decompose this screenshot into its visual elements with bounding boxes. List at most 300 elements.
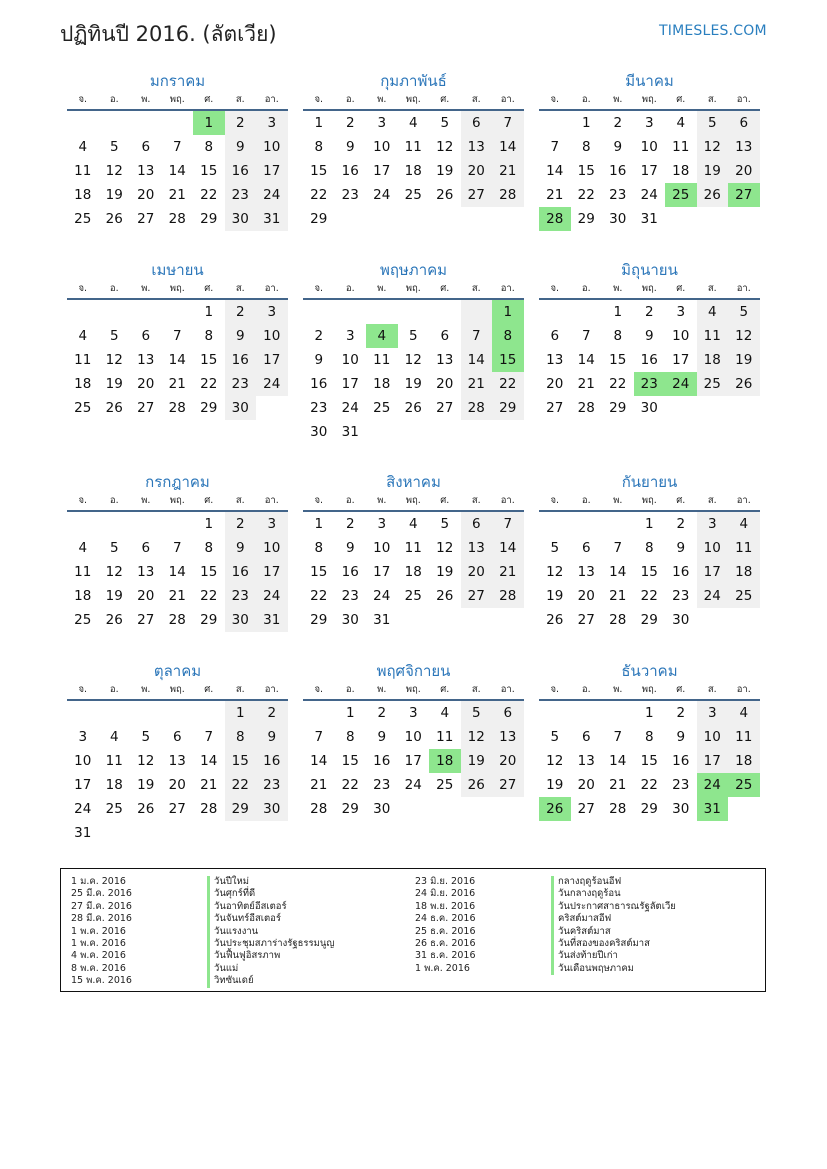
day-cell: 6 [172,729,182,745]
day-cell: 24 [256,584,288,608]
day-cell: 23 [373,777,391,793]
empty-cell [461,300,493,324]
day-cell: 30 [310,424,328,440]
day-cell: 10 [256,135,288,159]
day-cell: 19 [105,376,123,392]
month-calendar [303,260,524,444]
month-grid [67,280,288,420]
day-cell: 19 [436,564,454,580]
holiday-name: วันศุกร์ที่ดี [207,888,334,900]
day-cell: 26 [728,372,760,396]
day-cell: 28 [200,801,218,817]
day-cell: 25 [404,588,422,604]
empty-cell [461,207,493,231]
empty-cell [697,608,729,632]
holiday-name: วันปีใหม่ [207,876,334,888]
weekday-header: จ. [539,91,571,111]
day-cell: 19 [436,163,454,179]
day-cell: 25 [436,777,454,793]
empty-cell [256,396,288,420]
month-grid [303,492,524,632]
day-cell: 28 [461,396,493,420]
day-cell: 11 [74,352,92,368]
weekday-header: พ. [602,681,634,701]
day-cell: 5 [728,300,760,324]
day-cell: 31 [640,211,658,227]
day-cell: 22 [200,588,218,604]
day-cell: 3 [256,512,288,536]
day-cell: 24 [373,187,391,203]
day-cell: 4 [366,324,398,348]
day-cell: 25 [697,372,729,396]
day-cell: 27 [461,584,493,608]
day-cell: 24 [697,584,729,608]
weekday-header: ศ. [665,492,697,512]
weekday-header: ส. [697,91,729,111]
weekday-header: จ. [67,280,99,300]
weekday-header: ส. [697,280,729,300]
day-cell: 20 [728,159,760,183]
day-cell: 28 [310,801,328,817]
day-cell: 17 [256,159,288,183]
empty-cell [461,420,493,444]
day-cell: 1 [644,516,654,532]
weekday-header: ศ. [429,492,461,512]
day-cell: 14 [461,348,493,372]
day-cell: 2 [256,701,288,725]
holiday-name: วันจันทร์อีสเตอร์ [207,913,334,925]
day-cell: 21 [168,187,186,203]
day-cell: 26 [436,187,454,203]
weekday-header: อ. [99,492,131,512]
day-cell: 15 [225,749,257,773]
day-cell: 13 [461,135,493,159]
day-cell: 9 [225,135,257,159]
day-cell: 16 [310,376,328,392]
day-cell: 11 [404,540,422,556]
weekday-header: พฤ. [634,91,666,111]
day-cell: 20 [137,588,155,604]
day-cell: 15 [577,163,595,179]
day-cell: 28 [168,612,186,628]
day-cell: 2 [225,512,257,536]
day-cell: 21 [492,159,524,183]
month-grid [67,91,288,231]
day-cell: 5 [550,729,560,745]
day-cell: 13 [577,753,595,769]
empty-cell [571,701,603,725]
day-cell: 18 [404,564,422,580]
day-cell: 20 [137,376,155,392]
day-cell: 1 [314,115,324,131]
empty-cell [99,300,131,324]
day-cell: 5 [440,516,450,532]
holiday-date: 26 ธ.ค. 2016 [415,938,476,950]
empty-cell [398,207,430,231]
day-cell: 17 [256,348,288,372]
month-calendar [67,661,288,845]
day-cell: 29 [200,612,218,628]
empty-cell [602,701,634,725]
day-cell: 22 [640,777,658,793]
holiday-date: 8 พ.ค. 2016 [71,962,126,974]
day-cell: 17 [640,163,658,179]
day-cell: 14 [609,564,627,580]
day-cell: 21 [492,560,524,584]
month-calendar [539,260,760,420]
day-cell: 18 [697,348,729,372]
weekday-header: ศ. [193,681,225,701]
day-cell: 4 [408,115,418,131]
day-cell: 23 [225,584,257,608]
day-cell: 26 [546,612,564,628]
holiday-date: 4 พ.ค. 2016 [71,950,126,962]
holiday-date: 1 ม.ค. 2016 [71,876,126,887]
day-cell: 11 [436,729,454,745]
holiday-date: 25 ธ.ค. 2016 [415,925,476,937]
weekday-header: ศ. [429,681,461,701]
empty-cell [539,111,571,135]
day-cell: 18 [728,560,760,584]
day-cell: 9 [345,540,355,556]
month-calendar [539,71,760,231]
month-name: พฤษภาคม [379,261,448,279]
empty-cell [162,821,194,845]
empty-cell [665,207,697,231]
day-cell: 19 [546,777,564,793]
legend-names-col1 [207,876,334,988]
empty-cell [67,111,99,135]
weekday-header: อา. [492,280,524,300]
weekday-header: อ. [335,91,367,111]
weekday-header: ส. [697,681,729,701]
day-cell: 27 [546,400,564,416]
weekday-header: อ. [99,681,131,701]
day-cell: 24 [404,777,422,793]
month-calendar [67,472,288,632]
day-cell: 4 [676,115,686,131]
weekday-header: ศ. [665,681,697,701]
day-cell: 25 [728,584,760,608]
empty-cell [665,396,697,420]
day-cell: 15 [310,163,328,179]
weekday-header: จ. [303,681,335,701]
day-cell: 28 [609,612,627,628]
day-cell: 7 [172,139,182,155]
holiday-date: 15 พ.ค. 2016 [71,975,132,987]
day-cell: 23 [256,773,288,797]
weekday-header: ส. [225,91,257,111]
day-cell: 17 [256,560,288,584]
day-cell: 27 [137,211,155,227]
empty-cell [99,111,131,135]
weekday-header: พฤ. [162,280,194,300]
day-cell: 5 [109,139,119,155]
weekday-header: จ. [539,280,571,300]
weekday-header: จ. [303,492,335,512]
day-cell: 18 [74,588,92,604]
day-cell: 12 [697,135,729,159]
month-name: มีนาคม [625,72,674,90]
empty-cell [571,512,603,536]
empty-cell [461,797,493,821]
day-cell: 16 [640,352,658,368]
day-cell: 6 [581,540,591,556]
day-cell: 6 [141,540,151,556]
weekday-header: พฤ. [398,91,430,111]
holiday-date: 1 พ.ค. 2016 [71,938,126,950]
day-cell: 4 [440,705,450,721]
day-cell: 1 [193,111,225,135]
day-cell: 2 [314,328,324,344]
day-cell: 25 [728,773,760,797]
holiday-name: คริสต์มาสอีฟ [551,913,676,925]
day-cell: 13 [168,753,186,769]
weekday-header: อ. [99,280,131,300]
weekday-header: พ. [366,91,398,111]
day-cell: 28 [492,183,524,207]
day-cell: 9 [676,540,686,556]
empty-cell [162,701,194,725]
weekday-header: อ. [571,280,603,300]
day-cell: 15 [200,163,218,179]
day-cell: 3 [256,111,288,135]
day-cell: 8 [204,540,214,556]
holiday-name: วันส่งท้ายปีเก่า [551,950,676,962]
day-cell: 8 [204,328,214,344]
empty-cell [429,608,461,632]
day-cell: 29 [225,797,257,821]
day-cell: 1 [492,300,524,324]
day-cell: 27 [137,400,155,416]
day-cell: 15 [200,564,218,580]
day-cell: 29 [577,211,595,227]
weekday-header: จ. [67,492,99,512]
day-cell: 5 [440,115,450,131]
weekday-header: พฤ. [398,492,430,512]
day-cell: 29 [310,211,328,227]
day-cell: 9 [256,725,288,749]
empty-cell [67,300,99,324]
weekday-header: พฤ. [634,280,666,300]
day-cell: 3 [644,115,654,131]
weekday-header: อา. [728,280,760,300]
day-cell: 16 [256,749,288,773]
day-cell: 7 [172,540,182,556]
empty-cell [429,207,461,231]
month-calendar [303,71,524,231]
day-cell: 29 [640,612,658,628]
holiday-name: วิทซันเดย์ [207,975,334,987]
weekday-header: พ. [366,280,398,300]
weekday-header: อา. [728,492,760,512]
day-cell: 24 [640,187,658,203]
day-cell: 18 [74,187,92,203]
day-cell: 23 [341,187,359,203]
empty-cell [429,300,461,324]
day-cell: 9 [644,328,654,344]
day-cell: 13 [137,163,155,179]
day-cell: 4 [408,516,418,532]
day-cell: 13 [577,564,595,580]
weekday-header: อ. [335,492,367,512]
day-cell: 12 [546,564,564,580]
empty-cell [256,821,288,845]
day-cell: 11 [404,139,422,155]
day-cell: 30 [609,211,627,227]
empty-cell [602,512,634,536]
day-cell: 9 [225,324,257,348]
day-cell: 30 [225,207,257,231]
day-cell: 13 [461,536,493,560]
weekday-header: อา. [256,681,288,701]
day-cell: 6 [492,701,524,725]
weekday-header: ศ. [193,91,225,111]
day-cell: 21 [609,588,627,604]
day-cell: 3 [676,304,686,320]
day-cell: 30 [373,801,391,817]
day-cell: 3 [78,729,88,745]
weekday-header: ศ. [665,91,697,111]
month-grid [539,492,760,632]
day-cell: 26 [539,797,571,821]
day-cell: 17 [341,376,359,392]
empty-cell [303,701,335,725]
day-cell: 26 [105,400,123,416]
day-cell: 9 [225,536,257,560]
day-cell: 22 [577,187,595,203]
day-cell: 29 [341,801,359,817]
day-cell: 31 [74,825,92,841]
day-cell: 17 [697,560,729,584]
empty-cell [303,300,335,324]
weekday-header: ส. [461,91,493,111]
empty-cell [398,300,430,324]
day-cell: 23 [672,777,690,793]
day-cell: 8 [314,540,324,556]
day-cell: 19 [461,749,493,773]
empty-cell [429,797,461,821]
day-cell: 12 [546,753,564,769]
day-cell: 28 [168,211,186,227]
empty-cell [366,300,398,324]
weekday-header: ศ. [193,280,225,300]
day-cell: 21 [168,376,186,392]
day-cell: 3 [377,516,387,532]
weekday-header: อา. [256,280,288,300]
day-cell: 10 [640,139,658,155]
day-cell: 7 [204,729,214,745]
day-cell: 1 [225,701,257,725]
weekday-header: จ. [67,681,99,701]
day-cell: 7 [172,328,182,344]
weekday-header: พฤ. [162,492,194,512]
day-cell: 20 [168,777,186,793]
weekday-header: พฤ. [634,681,666,701]
day-cell: 3 [345,328,355,344]
weekday-header: อา. [728,91,760,111]
day-cell: 2 [225,111,257,135]
day-cell: 16 [225,159,257,183]
day-cell: 14 [546,163,564,179]
day-cell: 19 [105,187,123,203]
day-cell: 29 [310,612,328,628]
day-cell: 11 [74,163,92,179]
day-cell: 13 [492,725,524,749]
empty-cell [99,512,131,536]
weekday-header: อ. [335,280,367,300]
day-cell: 14 [310,753,328,769]
empty-cell [335,300,367,324]
weekday-header: พฤ. [398,681,430,701]
empty-cell [539,512,571,536]
empty-cell [162,111,194,135]
empty-cell [225,821,257,845]
day-cell: 22 [310,187,328,203]
weekday-header: ส. [225,681,257,701]
day-cell: 15 [310,564,328,580]
day-cell: 21 [461,372,493,396]
day-cell: 19 [546,588,564,604]
day-cell: 24 [341,400,359,416]
weekday-header: อา. [256,91,288,111]
day-cell: 2 [644,304,654,320]
day-cell: 29 [200,400,218,416]
day-cell: 22 [492,372,524,396]
day-cell: 24 [256,183,288,207]
day-cell: 9 [676,729,686,745]
empty-cell [193,701,225,725]
day-cell: 30 [225,608,257,632]
day-cell: 17 [373,564,391,580]
weekday-header: ศ. [193,492,225,512]
empty-cell [429,420,461,444]
day-cell: 6 [461,512,493,536]
day-cell: 7 [613,540,623,556]
empty-cell [130,111,162,135]
weekday-header: ส. [225,280,257,300]
day-cell: 12 [436,139,454,155]
day-cell: 16 [672,753,690,769]
day-cell: 23 [225,372,257,396]
weekday-header: อา. [256,492,288,512]
day-cell: 25 [665,183,697,207]
day-cell: 27 [492,773,524,797]
empty-cell [398,797,430,821]
day-cell: 15 [640,753,658,769]
day-cell: 13 [137,564,155,580]
day-cell: 19 [697,159,729,183]
month-grid [303,280,524,444]
day-cell: 25 [74,612,92,628]
day-cell: 25 [373,400,391,416]
brand-link[interactable]: TIMESLES.COM [659,23,767,39]
empty-cell [335,207,367,231]
day-cell: 10 [341,352,359,368]
day-cell: 9 [314,352,324,368]
day-cell: 7 [314,729,324,745]
day-cell: 14 [609,753,627,769]
day-cell: 12 [728,324,760,348]
weekday-header: อ. [571,681,603,701]
weekday-header: ศ. [429,280,461,300]
day-cell: 27 [137,612,155,628]
day-cell: 27 [577,612,595,628]
holiday-name: วันกลางฤดูร้อน [551,888,676,900]
day-cell: 17 [697,749,729,773]
day-cell: 15 [341,753,359,769]
day-cell: 17 [373,163,391,179]
